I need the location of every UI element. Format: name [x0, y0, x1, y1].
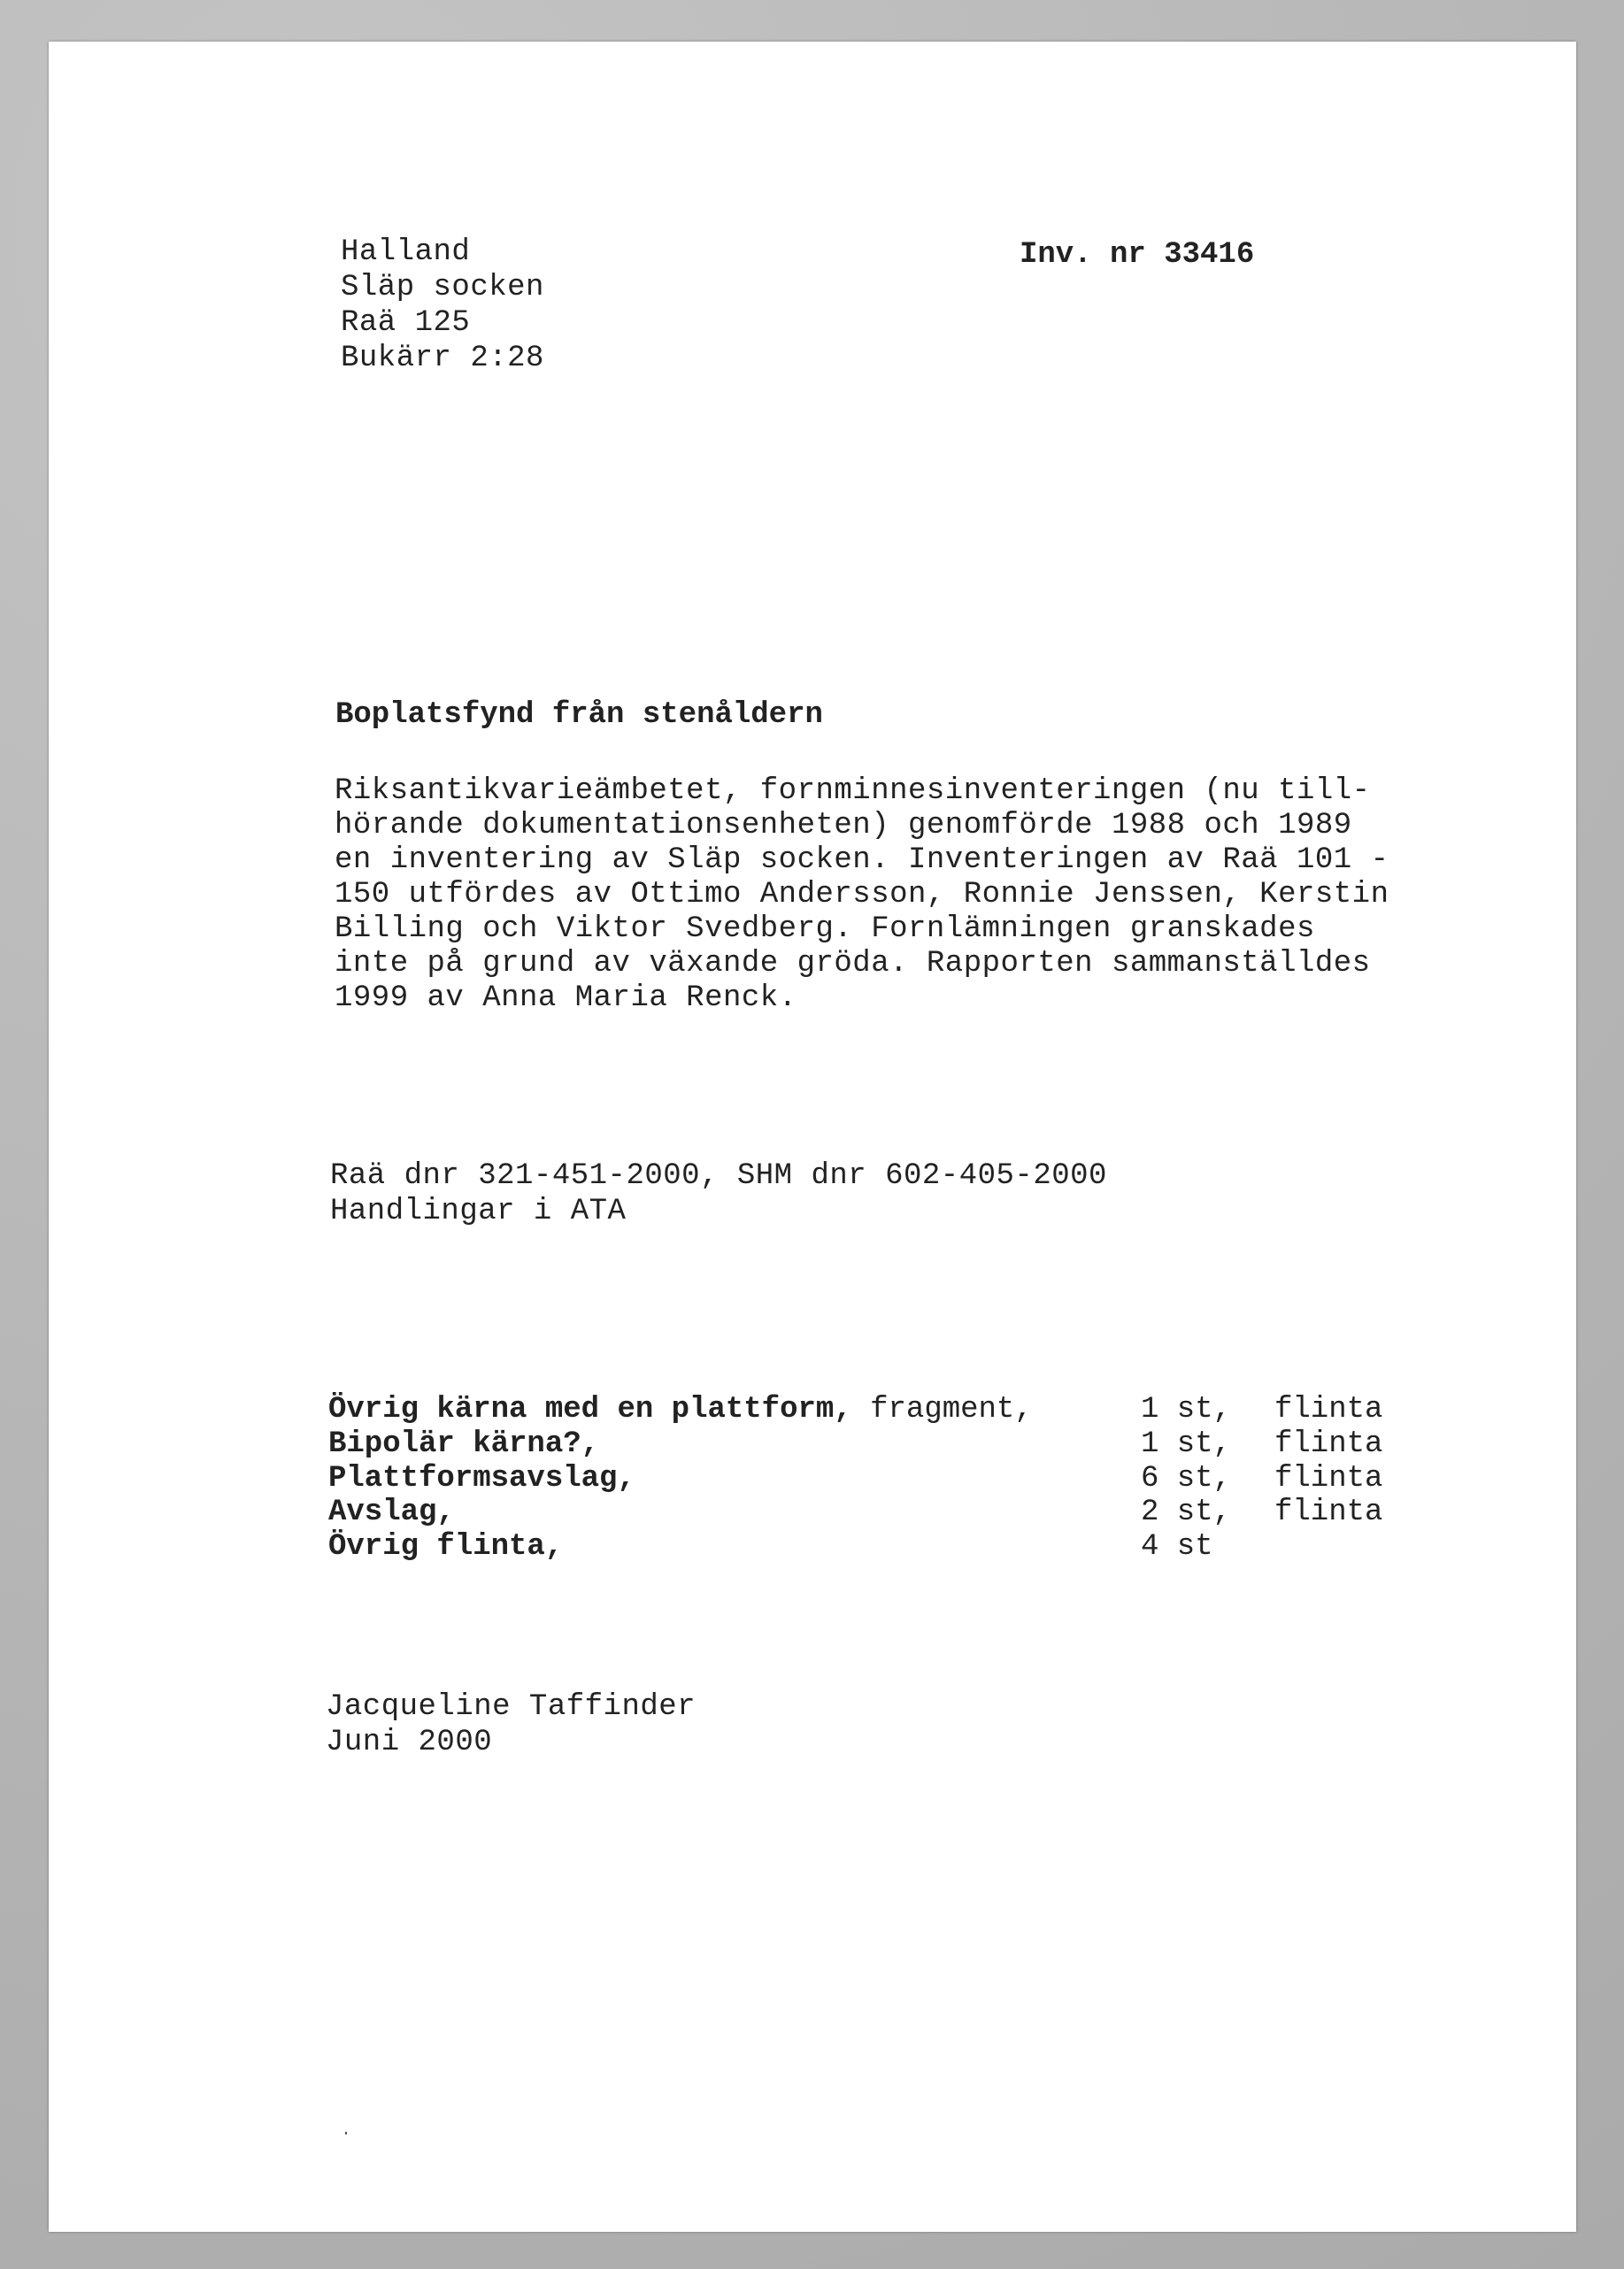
signature-block [326, 1689, 696, 1760]
reference-dnr: Raä dnr 321-451-2000, SHM dnr 602-405-2000 [330, 1159, 1107, 1193]
find-name: Övrig flinta, [328, 1530, 564, 1564]
find-row [328, 1427, 1479, 1462]
find-name: Plattformsavslag, [328, 1462, 635, 1496]
find-quantity: 4 st [1141, 1530, 1213, 1564]
find-quantity: 1 st, [1141, 1393, 1232, 1427]
location-county: Halland [341, 235, 471, 269]
body-line: Riksantikvarieämbetet, fornminnesinventeringen (nu till- [335, 774, 1371, 808]
body-line: 150 utfördes av Ottimo Andersson, Ronnie Jenssen, Kerstin [335, 878, 1389, 911]
body-line: hörande dokumentationsenheten) genomförde 1988 och 1989 [335, 809, 1352, 842]
find-quantity: 1 st, [1141, 1427, 1232, 1461]
document-title: Boplatsfynd från stenåldern [335, 698, 823, 732]
find-material: flinta [1274, 1427, 1383, 1461]
body-line: en inventering av Släp socken. Inventeringen av Raä 101 - [335, 843, 1389, 877]
finds-list [328, 1392, 1479, 1587]
find-row [328, 1392, 1479, 1427]
find-quantity: 2 st, [1141, 1496, 1232, 1529]
location-parish: Släp socken [341, 271, 544, 304]
find-material: flinta [1274, 1496, 1383, 1529]
reference-archive: Handlingar i ATA [330, 1195, 627, 1228]
signature-date: Juni 2000 [326, 1726, 493, 1759]
inventory-number: Inv. nr 33416 [1020, 238, 1255, 272]
location-block [341, 235, 544, 376]
find-extra: fragment, [851, 1393, 1033, 1427]
scan-speck [345, 2132, 347, 2134]
body-line: Billing och Viktor Svedberg. Fornlämningen granskades [335, 912, 1315, 946]
find-row [328, 1495, 1479, 1530]
find-name: Avslag, [328, 1496, 455, 1529]
find-row [328, 1529, 1479, 1565]
find-name: Övrig kärna med en plattform, [328, 1393, 852, 1427]
find-name: Bipolär kärna?, [328, 1427, 600, 1461]
document-page [49, 42, 1576, 2232]
find-quantity: 6 st, [1141, 1462, 1232, 1496]
location-raa-number: Raä 125 [341, 306, 471, 340]
find-row [328, 1461, 1479, 1496]
body-line: inte på grund av växande gröda. Rapporten sammanställdes [335, 947, 1371, 981]
find-material: flinta [1274, 1462, 1383, 1496]
references-block [330, 1158, 1107, 1229]
body-line: 1999 av Anna Maria Renck. [335, 981, 797, 1015]
location-property: Bukärr 2:28 [341, 342, 544, 375]
body-paragraph [335, 774, 1389, 1016]
find-material: flinta [1274, 1393, 1383, 1427]
signature-name: Jacqueline Taffinder [326, 1690, 697, 1724]
